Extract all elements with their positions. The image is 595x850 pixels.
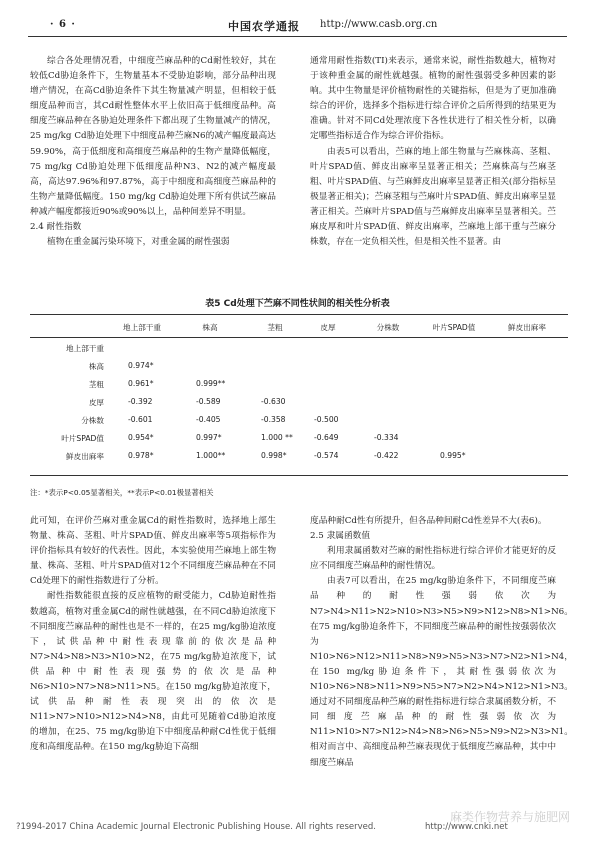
table-cell: -0.358 <box>261 415 286 424</box>
paragraph: 综合各处理情况看，中细度苎麻品种的Cd耐性较好，其在较低Cd胁迫条件下，生物量基本不受胁迫影响，部分品种出现增产情况，在高Cd胁迫条件下其生物量减产明显，但相较于低细度品种而言，其Cd耐性整体水平上依旧高于低细度品种。高细度苎麻品种在各胁迫处理条件下都出现了生物量减产的情况，25 mg/kg Cd胁迫处理下中细度品种苎麻N6的减产幅度最高达59.90%，高于低细度和高细度苎麻品种的生物产量降低幅度，75 mg/kg Cd胁迫处理下低细度品种N3、N2的减产幅度最高，高达97.96%和97.87%，高于中细度和高细度苎麻品种的生物产量降低幅度。150 mg/kg Cd胁迫处理下所有供试苎麻品种减产幅度都接近90%或90%以上，品种间差异不明显。 <box>30 56 276 217</box>
table-cell: 0.961* <box>128 379 154 388</box>
paragraph: 由表7可以看出，在25 mg/kg胁迫条件下，不同细度苎麻品种的耐性强弱依次为N7>N4>N11>N2>N10>N3>N5>N9>N12>N8>N1>N6。在75 mg/kg胁迫条件下，不同细度苎麻品种的耐性按强弱依次为N10>N6>N12>N11>N8>N9>N5>N3>N7>N2>N1>N4，在150 mg/kg胁迫条件下，其耐性强弱依次为N10>N6>N8>N11>N9>N5>N7>N2>N4>N12>N1>N3。通过对不同细度品种苎麻的耐性指标进行综合隶属函数分析，不同细度苎麻品种的耐性强弱依次为N11>N10>N7>N12>N4>N8>N6>N5>N9>N2>N3>N1。相对而言中、高细度品种苎麻表现优于低细度苎麻品种，其中中细度苎麻品 <box>310 576 573 768</box>
table-row-label: 皮厚 <box>88 398 104 407</box>
table-cell: 1.000 ** <box>261 433 293 442</box>
section-heading: 2.5 隶属函数值 <box>310 531 371 542</box>
table-row-label: 鲜皮出麻率 <box>66 452 104 461</box>
table-cell: -0.649 <box>314 433 339 442</box>
table-column-header: 叶片SPAD值 <box>432 323 476 332</box>
table-cell: -0.574 <box>314 451 339 460</box>
table-cell: 1.000** <box>196 451 226 460</box>
table-cell: -0.405 <box>196 415 221 424</box>
table-column-header: 茎粗 <box>267 323 283 332</box>
paragraph: 耐性指数能很直接的反应植物的耐受能力，Cd胁迫耐性指数越高，植物对重金属Cd的耐性就越强，在不同Cd胁迫浓度下不同细度苎麻品种的耐性也是不一样的，在25 mg/kg胁迫浓度下，试供品种中耐性表现靠前的依次是品种N7>N4>N8>N3>N10>N2，在75 mg/kg胁迫浓度下，试供品种中耐性表现强势的依次是品种N6>N10>N7>N8>N11>N5。在150 mg/kg胁迫浓度下，试供品种耐性表现突出的依次是N11>N7>N10>N12>N4>N8，由此可见随着Cd胁迫浓度的增加，在25、75 mg/kg胁迫下中细度品种耐Cd性优于低细度和高细度品种。在150 mg/kg胁迫下高细 <box>30 591 276 753</box>
paragraph: 通常用耐性指数(TI)来表示，通常来说，耐性指数越大，植物对于该种重金属的耐性就越强。植物的耐性强弱受多种因素的影响。其中生物量是评价植物耐性的关键指标，但是为了更加准确综合的评价，选择多个指标进行综合评价之后所得到的结果更为准确。针对不同Cd处理浓度下各性状进行了相关性分析，以确定哪些指标适合作为综合评价指标。 <box>310 56 556 142</box>
column-left-top <box>30 54 276 250</box>
column-left-bottom <box>30 514 276 756</box>
table-cell: 0.995* <box>440 451 466 460</box>
table-cell: -0.601 <box>128 415 153 424</box>
table-cell: 0.974* <box>128 361 154 370</box>
table-row-label: 叶片SPAD值 <box>61 434 104 443</box>
page-header <box>28 16 567 37</box>
table-cell: 0.997* <box>196 433 222 442</box>
paragraph: 此可知，在评价苎麻对重金属Cd的耐性指数时，选择地上部生物量、株高、茎粗、叶片SPAD值、鲜皮出麻率等5项指标作为评价指标具有较好的代表性。因此，本实验使用苎麻地上部生物量、株高、茎粗、叶片SPAD值对12个不同细度苎麻品种在不同Cd处理下的耐性指数进行了分析。 <box>30 516 276 587</box>
copyright-text: ?1994-2017 China Academic Journal Electronic Publishing House. All rights reserved. <box>16 822 376 832</box>
table-header-rule <box>30 315 568 338</box>
correlation-table <box>30 314 568 476</box>
watermark: 麻类作物营养与施肥网 <box>450 810 571 824</box>
table-caption: 表5 Cd处理下苎麻不同性状间的相关性分析表 <box>205 299 390 309</box>
paragraph: 植物在重金属污染环境下，对重金属的耐性强弱 <box>47 237 230 248</box>
table-note: 注：*表示P<0.05显著相关，**表示P<0.01极显著相关 <box>30 488 214 497</box>
cnki-link[interactable]: http://www.cnki.net <box>425 822 508 832</box>
table-cell: -0.500 <box>314 415 339 424</box>
table-column-header: 分株数 <box>376 323 400 332</box>
table-column-header: 地上部干重 <box>123 323 161 332</box>
table-row-label: 株高 <box>88 362 104 371</box>
paragraph: 度品种耐Cd性有所提升，但各品种间耐Cd性差异不大(表6)。 <box>310 516 547 526</box>
table-cell: -0.589 <box>196 397 221 406</box>
table-column-header: 皮厚 <box>320 323 336 332</box>
paragraph: 利用隶属函数对苎麻的耐性指标进行综合评价才能更好的反应不同细度苎麻品种的耐性情况。 <box>310 546 556 572</box>
table-column-header: 鲜皮出麻率 <box>508 323 546 332</box>
column-right-top <box>310 54 556 250</box>
table-cell: 0.999** <box>196 379 226 388</box>
table-cell: -0.422 <box>374 451 399 460</box>
table-cell: -0.630 <box>261 397 286 406</box>
journal-url[interactable]: http://www.casb.org.cn <box>320 19 438 30</box>
table-row-label: 茎粗 <box>88 380 104 389</box>
column-right-bottom <box>310 514 573 771</box>
table-cell: -0.334 <box>374 433 399 442</box>
paragraph: 由表5可以看出，苎麻的地上部生物量与苎麻株高、茎粗、叶片SPAD值、鲜皮出麻率呈显著正相关；苎麻株高与苎麻茎粗、叶片SPAD值、与苎麻鲜皮出麻率呈显著正相关(部分指标呈极显著正相关)；苎麻茎粗与苎麻叶片SPAD值、鲜皮出麻率呈显著正相关。苎麻叶片SPAD值与苎麻鲜皮出麻率呈显著相关。苎麻皮厚和叶片SPAD值、鲜皮出麻率，苎麻地上部干重与苎麻分株数，存在一定负相关性，但是相关性不显著。由 <box>310 146 556 248</box>
table-cell: -0.392 <box>128 397 153 406</box>
table-column-header: 株高 <box>202 323 218 332</box>
table-cell: 0.998* <box>261 451 287 460</box>
table-row-label: 地上部干重 <box>66 344 104 353</box>
page-number: · 6 · <box>50 19 76 30</box>
table-cell: 0.954* <box>128 433 154 442</box>
table-cell: 0.978* <box>128 451 154 460</box>
table-row-label: 分株数 <box>81 416 104 425</box>
section-heading: 2.4 耐性指数 <box>30 222 82 233</box>
journal-title: 中国农学通报 <box>228 20 300 33</box>
